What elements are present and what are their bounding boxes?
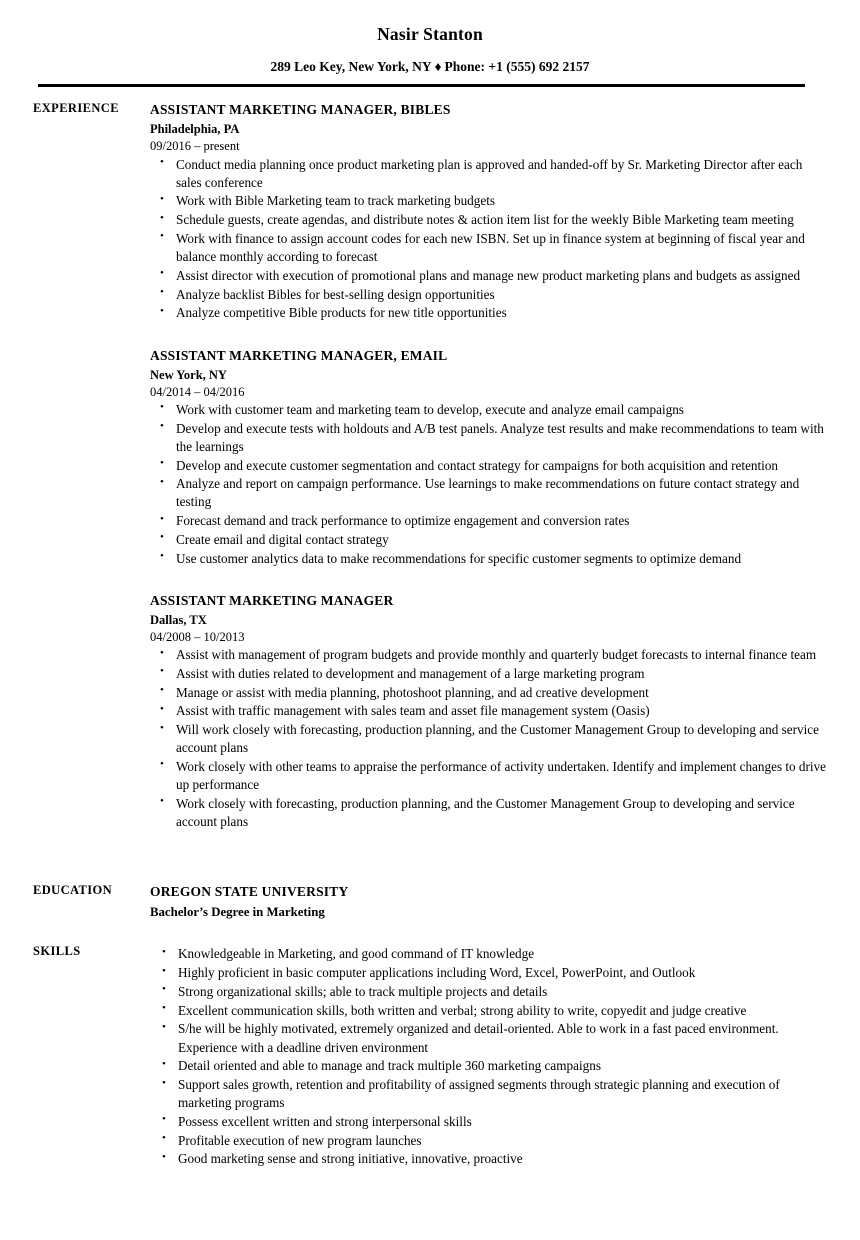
job-entry (150, 347, 830, 568)
list-item: • Support sales growth, retention and profitability of assigned segments through strategic planning and execution of marketing programs (150, 1076, 830, 1112)
skills-section (0, 944, 860, 1168)
list-item: • S/he will be highly motivated, extremely organized and detail-oriented. Able to work in a fast paced environment. Experience with a deadline driven environment (150, 1020, 830, 1056)
job-location: Dallas, TX (150, 613, 207, 628)
resume-header (0, 0, 860, 75)
list-item: • Work with Bible Marketing team to track marketing budgets (150, 192, 830, 210)
section-label-skills: SKILLS (33, 944, 81, 959)
contact-line (0, 59, 860, 75)
job-responsibility-list (150, 646, 830, 831)
list-item: • Highly proficient in basic computer applications including Word, Excel, PowerPoint, and Outlook (150, 964, 830, 982)
education-section (0, 883, 860, 921)
list-item: • Good marketing sense and strong initiative, innovative, proactive (150, 1150, 830, 1168)
job-responsibility-list (150, 401, 830, 568)
list-item: • Work closely with forecasting, production planning, and the Customer Management Group to developing and service account plans (150, 795, 830, 831)
list-item: • Schedule guests, create agendas, and distribute notes & action item list for the weekly Bible Marketing team meeting (150, 211, 830, 229)
education-body (150, 883, 860, 921)
job-responsibility-list (150, 156, 830, 323)
list-item: • Analyze backlist Bibles for best-selling design opportunities (150, 286, 830, 304)
list-item: • Assist director with execution of promotional plans and manage new product marketing plans and budgets as assigned (150, 267, 830, 285)
education-school: OREGON STATE UNIVERSITY (150, 884, 349, 900)
list-item: • Use customer analytics data to make recommendations for specific customer segments to optimize demand (150, 550, 830, 568)
experience-body (150, 101, 860, 831)
job-title: ASSISTANT MARKETING MANAGER, EMAIL (150, 347, 448, 363)
header-divider (38, 84, 805, 87)
list-item: • Develop and execute tests with holdouts and A/B test panels. Analyze test results and make recommendations to team with the learnings (150, 420, 830, 456)
section-label-education: EDUCATION (33, 883, 113, 898)
list-item: • Assist with traffic management with sales team and asset file management system (Oasis) (150, 702, 830, 720)
list-item: • Knowledgeable in Marketing, and good command of IT knowledge (150, 945, 830, 963)
job-entry (150, 592, 830, 832)
job-dates: 04/2008 – 10/2013 (150, 629, 245, 644)
list-item: • Forecast demand and track performance to optimize engagement and conversion rates (150, 512, 830, 530)
list-item: • Create email and digital contact strategy (150, 531, 830, 549)
job-dates: 04/2014 – 04/2016 (150, 384, 245, 399)
section-label-experience: EXPERIENCE (33, 101, 119, 116)
job-title: ASSISTANT MARKETING MANAGER (150, 592, 394, 608)
skills-body (150, 944, 860, 1168)
list-item: • Profitable execution of new program launches (150, 1132, 830, 1150)
list-item: • Analyze competitive Bible products for new title opportunities (150, 304, 830, 322)
list-item: • Conduct media planning once product marketing plan is approved and handed-off by Sr. Marketing Director after each sales conference (150, 156, 830, 192)
job-title: ASSISTANT MARKETING MANAGER, BIBLES (150, 102, 451, 118)
list-item: • Work with customer team and marketing team to develop, execute and analyze email campaigns (150, 401, 830, 419)
diamond-separator-icon: ♦ (434, 59, 442, 74)
candidate-name: Nasir Stanton (377, 24, 483, 44)
contact-address: 289 Leo Key, New York, NY (270, 59, 432, 74)
job-location: Philadelphia, PA (150, 122, 240, 137)
list-item: • Work with finance to assign account codes for each new ISBN. Set up in finance system at beginning of fiscal year and balance monthly according to forecast (150, 230, 830, 266)
job-location: New York, NY (150, 367, 227, 382)
list-item: • Assist with management of program budgets and provide monthly and quarterly budget forecasts to internal finance team (150, 646, 830, 664)
skills-list (150, 945, 830, 1168)
job-dates: 09/2016 – present (150, 139, 240, 154)
contact-phone: Phone: +1 (555) 692 2157 (444, 59, 590, 74)
list-item: • Will work closely with forecasting, production planning, and the Customer Management Group to developing and service account plans (150, 721, 830, 757)
experience-section (0, 101, 860, 831)
list-item: • Strong organizational skills; able to track multiple projects and details (150, 983, 830, 1001)
list-item: • Manage or assist with media planning, photoshoot planning, and ad creative development (150, 684, 830, 702)
education-degree: Bachelor’s Degree in Marketing (150, 904, 325, 919)
list-item: • Develop and execute customer segmentation and contact strategy for campaigns for both acquisition and retention (150, 457, 830, 475)
list-item: • Possess excellent written and strong interpersonal skills (150, 1113, 830, 1131)
list-item: • Assist with duties related to development and management of a large marketing program (150, 665, 830, 683)
list-item: • Excellent communication skills, both written and verbal; strong ability to write, copyedit and judge creative (150, 1002, 830, 1020)
list-item: • Work closely with other teams to appraise the performance of activity undertaken. Identify and implement changes to drive up performance (150, 758, 830, 794)
job-entry (150, 101, 830, 322)
list-item: • Analyze and report on campaign performance. Use learnings to make recommendations on future contact strategy and testing (150, 475, 830, 511)
list-item: • Detail oriented and able to manage and track multiple 360 marketing campaigns (150, 1057, 830, 1075)
